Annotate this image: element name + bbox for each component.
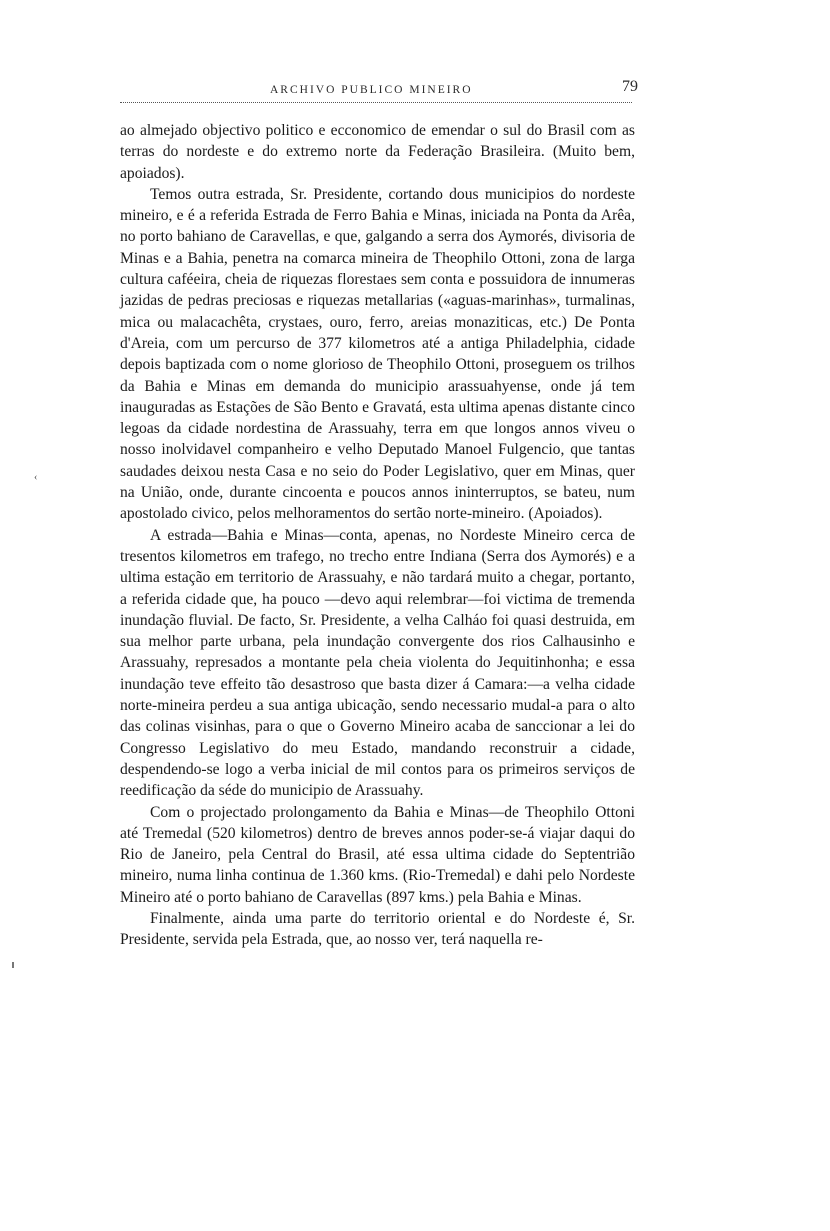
running-head [120,80,640,104]
paragraph: Finalmente, ainda uma parte do territorio oriental e do Nordeste é, Sr. Presidente, servida pela Estrada, que, ao nosso ver, terá naquella re- [120,909,635,949]
running-title: ARCHIVO PUBLICO MINEIRO [270,84,473,96]
paragraph: Com o projectado prolongamento da Bahia e Minas—de Theophilo Ottoni até Tremedal (520 kilometros) dentro de breves annos poder-se-á viajar daqui do Rio de Janeiro, pela Central do Brasil, até essa ultima cidade do Septentrião mineiro, numa linha continua de 1.360 kms. (Rio-Tremedal) e dahi pelo Nordeste Mineiro até o porto bahiano de Caravellas (897 kms.) pela Bahia e Minas. [120,803,635,906]
margin-tick [12,962,14,968]
paragraph: A estrada—Bahia e Minas—conta, apenas, no Nordeste Mineiro cerca de tresentos kilometros em trafego, no trecho entre Indiana (Serra dos Aymorés) e a ultima estação em territorio de Arassuahy, e não tardará muito a chegar, portanto, a referida cidade que, ha pouco —devo aqui relembrar—foi victima de tremenda inundação fluvial. De facto, Sr. Presidente, a velha Calháo foi quasi destruida, em sua melhor parte urbana, pela inundação convergente dos rios Calhausinho e Arassuahy, represados a montante pela cheia violenta do Jequitinhonha; e essa inundação teve effeito tão desastroso que basta dizer á Camara:—a velha cidade norte-mineira perdeu a sua antiga ubicação, sendo necessario mudal-a para o alto das colinas visinhas, para o que o Governo Mineiro acaba de sanccionar a lei do Congresso Legislativo do meu Estado, mandando reconstruir a cidade, despendendo-se logo a verba inicial de mil contos para os primeiros serviços de reedificação da séde do municipio de Arassuahy. [120,526,635,800]
margin-mark: ‹ [34,472,38,483]
page-number: 79 [622,78,638,95]
paragraph: ao almejado objectivo politico e ecconomico de emendar o sul do Brasil com as terras do nordeste e do extremo norte da Federação Brasileira. (Muito bem, apoiados). [120,122,635,182]
body-text [120,120,635,951]
paragraph: Temos outra estrada, Sr. Presidente, cortando dous municipios do nordeste mineiro, e é a referida Estrada de Ferro Bahia e Minas, iniciada na Ponta da Arêa, no porto bahiano de Caravellas, e que, galgando a serra dos Aymorés, divisoria de Minas e a Bahia, penetra na comarca mineira de Theophilo Ottoni, zona de larga cultura caféeira, cheia de riquezas florestaes sem conta e possuidora de innumeras jazidas de pedras preciosas e riquezas metallarias («aguas-marinhas», turmalinas, mica ou malacachêta, crystaes, ouro, ferro, areias monaziticas, etc.) De Ponta d'Areia, com um percurso de 377 kilometros até a antiga Philadelphia, cidade depois baptizada com o nome glorioso de Theophilo Ottoni, proseguem os trilhos da Bahia e Minas em demanda do municipio arassuahyense, onde já tem inauguradas as Estações de São Bento e Gravatá, esta ultima apenas distante cinco legoas da cidade nordestina de Arassuahy, terra em que longos annos viveu o nosso inolvidavel companheiro e velho Deputado Manoel Fulgencio, que tantas saudades deixou nesta Casa e no seio do Poder Legislativo, quer em Minas, quer na União, onde, durante cincoenta e poucos annos ininterruptos, se bateu, num apostolado civico, pelos melhoramentos do sertão norte-mineiro. (Apoiados). [120,185,635,523]
header-rule [120,102,632,104]
